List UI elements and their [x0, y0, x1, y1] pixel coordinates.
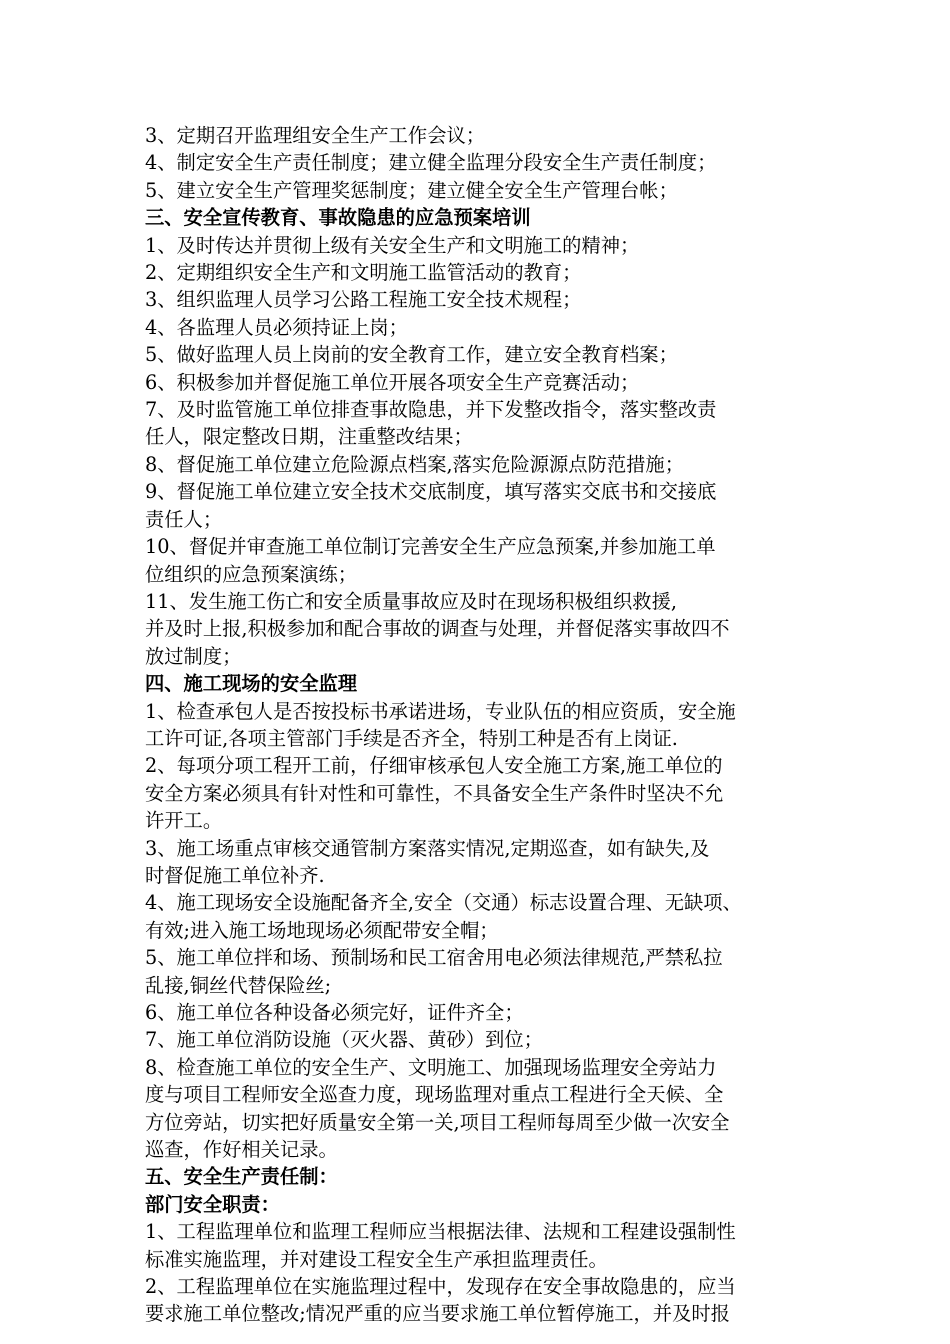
- text-line: 4、施工现场安全设施配备齐全,安全（交通）标志设置合理、无缺项、: [145, 891, 742, 915]
- text-line: 11、发生施工伤亡和安全质量事故应及时在现场积极组织救援,: [145, 589, 677, 613]
- text-line: 9、督促施工单位建立安全技术交底制度，填写落实交底书和交接底: [145, 480, 717, 504]
- section-heading: 五、安全生产责任制：: [145, 1165, 338, 1189]
- section-heading: 部门安全职责：: [145, 1192, 280, 1216]
- section-heading: 四、施工现场的安全监理: [145, 672, 358, 696]
- section-heading: 三、安全宣传教育、事故隐患的应急预案培训: [145, 206, 531, 230]
- text-line: 4、制定安全生产责任制度；建立健全监理分段安全生产责任制度；: [145, 151, 717, 175]
- text-line: 时督促施工单位补齐.: [145, 863, 325, 887]
- text-line: 10、督促并审查施工单位制订完善安全生产应急预案,并参加施工单: [145, 535, 716, 559]
- text-line: 5、做好监理人员上岗前的安全教育工作，建立安全教育档案；: [145, 343, 678, 367]
- text-line: 6、积极参加并督促施工单位开展各项安全生产竞赛活动；: [145, 370, 640, 394]
- text-line: 2、工程监理单位在实施监理过程中，发现存在安全事故隐患的，应当: [145, 1275, 736, 1299]
- text-line: 3、施工场重点审核交通管制方案落实情况,定期巡查，如有缺失,及: [145, 836, 710, 860]
- text-line: 1、检查承包人是否按投标书承诺进场，专业队伍的相应资质，安全施: [145, 699, 736, 723]
- text-line: 1、工程监理单位和监理工程师应当根据法律、法规和工程建设强制性: [145, 1220, 736, 1244]
- text-line: 6、施工单位各种设备必须完好，证件齐全；: [145, 1001, 524, 1024]
- text-line: 2、每项分项工程开工前，仔细审核承包人安全施工方案,施工单位的: [145, 754, 723, 778]
- text-line: 许开工。: [145, 809, 223, 833]
- text-line: 4、各监理人员必须持证上岗；: [145, 315, 408, 339]
- text-line: 要求施工单位整改;情况严重的应当要求施工单位暂停施工，并及时报: [145, 1302, 730, 1326]
- text-line: 8、检查施工单位的安全生产、文明施工、加强现场监理安全旁站力: [145, 1055, 717, 1079]
- text-line: 度与项目工程师安全巡查力度，现场监理对重点工程进行全天候、全: [145, 1083, 724, 1107]
- text-line: 并及时上报,积极参加和配合事故的调查与处理，并督促落实事故四不: [145, 617, 730, 641]
- text-line: 责任人；: [145, 507, 223, 531]
- text-line: 8、督促施工单位建立危险源点档案,落实危险源源点防范措施；: [145, 452, 684, 476]
- text-line: 工许可证,各项主管部门手续是否齐全，特别工种是否有上岗证.: [145, 726, 678, 750]
- document-page: [145, 122, 845, 1328]
- text-line: 方位旁站，切实把好质量安全第一关,项目工程师每周至少做一次安全: [145, 1110, 730, 1134]
- text-line: 巡查，作好相关记录。: [145, 1138, 338, 1162]
- text-line: 2、定期组织安全生产和文明施工监管活动的教育；: [145, 261, 582, 285]
- text-line: 5、施工单位拌和场、预制场和民工宿舍用电必须法律规范,严禁私拉: [145, 946, 723, 970]
- text-line: 标准实施监理，并对建设工程安全生产承担监理责任。: [145, 1247, 608, 1271]
- text-line: 位组织的应急预案演练；: [145, 562, 358, 586]
- text-line: 7、施工单位消防设施（灭火器、黄砂）到位；: [145, 1028, 543, 1052]
- text-line: 任人，限定整改日期，注重整改结果；: [145, 425, 473, 449]
- text-line: 7、及时监管施工单位排查事故隐患，并下发整改指令，落实整改责: [145, 398, 717, 422]
- text-line: 有效;进入施工场地现场必须配带安全帽；: [145, 918, 499, 942]
- text-line: 3、定期召开监理组安全生产工作会议；: [145, 124, 486, 147]
- text-line: 安全方案必须具有针对性和可靠性，不具备安全生产条件时坚决不允: [145, 781, 724, 805]
- text-line: 乱接,铜丝代替保险丝;: [145, 973, 332, 997]
- text-line: 放过制度；: [145, 644, 242, 668]
- text-line: 3、组织监理人员学习公路工程施工安全技术规程；: [145, 288, 582, 312]
- text-line: 5、建立安全生产管理奖惩制度；建立健全安全生产管理台帐；: [145, 178, 678, 202]
- text-line: 1、及时传达并贯彻上级有关安全生产和文明施工的精神；: [145, 233, 640, 257]
